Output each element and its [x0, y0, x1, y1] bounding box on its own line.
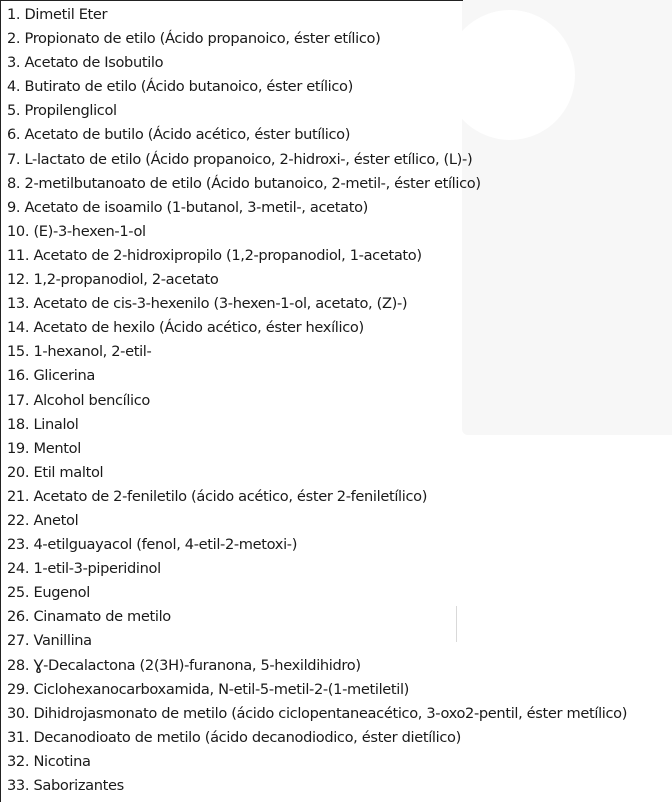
item-number: 29. [7, 680, 30, 698]
ingredient-list [7, 3, 627, 798]
item-text: (E)-3-hexen-1-ol [33, 222, 146, 240]
item-text: Propionato de etilo (Ácido propanoico, éster etílico) [24, 30, 381, 48]
list-item [7, 774, 627, 798]
item-text: Acetato de butilo (Ácido acético, éster butílico) [24, 126, 351, 144]
item-text: 2-metilbutanoato de etilo (Ácido butanoico, 2-metil-, éster etílico) [24, 174, 481, 192]
item-text: Decanodioato de metilo (ácido decanodiodico, éster dietílico) [33, 728, 461, 746]
list-item [7, 437, 627, 461]
item-text: Ɣ-Decalactona (2(3H)-furanona, 5-hexildihidro) [33, 656, 361, 674]
item-text: Nicotina [33, 752, 91, 770]
item-number: 10. [7, 222, 30, 240]
item-text: Acetato de Isobutilo [24, 54, 164, 72]
item-number: 26. [7, 608, 30, 626]
item-number: 31. [7, 728, 30, 746]
item-number: 5. [7, 102, 21, 120]
list-item [7, 172, 627, 196]
list-item [7, 244, 627, 268]
frame-top-border [0, 0, 463, 1]
item-number: 30. [7, 704, 30, 722]
list-item [7, 678, 627, 702]
item-text: L-lactato de etilo (Ácido propanoico, 2-hidroxi-, éster etílico, (L)-) [24, 150, 473, 168]
item-text: Glicerina [33, 367, 95, 385]
list-item [7, 750, 627, 774]
list-item [7, 148, 627, 172]
list-item [7, 581, 627, 605]
item-number: 32. [7, 752, 30, 770]
item-text: Butirato de etilo (Ácido butanoico, éster etílico) [24, 78, 353, 96]
item-number: 16. [7, 367, 30, 385]
item-text: Acetato de cis-3-hexenilo (3-hexen-1-ol, acetato, (Z)-) [33, 295, 408, 313]
list-item [7, 292, 627, 316]
list-item [7, 3, 627, 27]
list-item [7, 605, 627, 629]
item-text: Anetol [33, 511, 79, 529]
list-item [7, 51, 627, 75]
item-text: Propilenglicol [24, 102, 117, 120]
list-item [7, 99, 627, 123]
item-number: 1. [7, 6, 21, 23]
item-number: 3. [7, 54, 21, 72]
item-text: Mentol [33, 439, 81, 457]
item-text: 1-hexanol, 2-etil- [33, 343, 152, 361]
item-text: 1,2-propanodiol, 2-acetato [33, 271, 219, 289]
item-text: Etil maltol [33, 463, 104, 481]
list-item [7, 654, 627, 678]
item-number: 27. [7, 632, 30, 650]
item-number: 7. [7, 150, 21, 168]
list-item [7, 557, 627, 581]
list-item [7, 268, 627, 292]
item-text: Ciclohexanocarboxamida, N-etil-5-metil-2-(1-metiletil) [33, 680, 410, 698]
item-number: 6. [7, 126, 21, 144]
item-number: 14. [7, 319, 30, 337]
item-number: 9. [7, 198, 21, 216]
list-item [7, 75, 627, 99]
item-number: 19. [7, 439, 30, 457]
item-text: Acetato de hexilo (Ácido acético, éster hexílico) [33, 319, 364, 337]
item-text: 4-etilguayacol (fenol, 4-etil-2-metoxi-) [33, 536, 298, 554]
item-text: Alcohol bencílico [33, 391, 151, 409]
item-number: 8. [7, 174, 21, 192]
item-number: 2. [7, 30, 21, 48]
item-text: Dihidrojasmonato de metilo (ácido ciclopentaneacético, 3-oxo2-pentil, éster metílico) [33, 704, 628, 722]
item-number: 21. [7, 487, 30, 505]
list-item [7, 389, 627, 413]
list-item [7, 413, 627, 437]
list-item [7, 533, 627, 557]
item-number: 25. [7, 584, 30, 602]
item-text: 1-etil-3-piperidinol [33, 560, 161, 578]
list-item [7, 196, 627, 220]
item-text: Acetato de isoamilo (1-butanol, 3-metil-, acetato) [24, 198, 369, 216]
item-text: Cinamato de metilo [33, 608, 171, 626]
item-number: 12. [7, 271, 30, 289]
item-text: Acetato de 2-feniletilo (ácido acético, éster 2-feniletílico) [33, 487, 428, 505]
list-item [7, 461, 627, 485]
item-text: Eugenol [33, 584, 90, 602]
list-item [7, 27, 627, 51]
item-number: 22. [7, 511, 30, 529]
list-item [7, 702, 627, 726]
item-number: 13. [7, 295, 30, 313]
list-item [7, 509, 627, 533]
item-text: Dimetil Eter [24, 6, 108, 23]
list-item [7, 123, 627, 147]
item-number: 33. [7, 777, 30, 794]
list-item [7, 364, 627, 388]
item-number: 17. [7, 391, 30, 409]
item-number: 24. [7, 560, 30, 578]
frame-left-border [0, 0, 1, 802]
item-number: 11. [7, 246, 30, 264]
list-item [7, 485, 627, 509]
list-item [7, 316, 627, 340]
item-number: 28. [7, 656, 30, 674]
item-number: 18. [7, 415, 30, 433]
list-item [7, 629, 627, 653]
item-number: 20. [7, 463, 30, 481]
list-item [7, 340, 627, 364]
item-text: Saborizantes [33, 777, 124, 794]
item-number: 4. [7, 78, 21, 96]
item-text: Vanillina [33, 632, 92, 650]
item-text: Acetato de 2-hidroxipropilo (1,2-propanodiol, 1-acetato) [33, 246, 422, 264]
item-number: 23. [7, 536, 30, 554]
item-number: 15. [7, 343, 30, 361]
list-item [7, 726, 627, 750]
item-text: Linalol [33, 415, 79, 433]
list-item [7, 220, 627, 244]
